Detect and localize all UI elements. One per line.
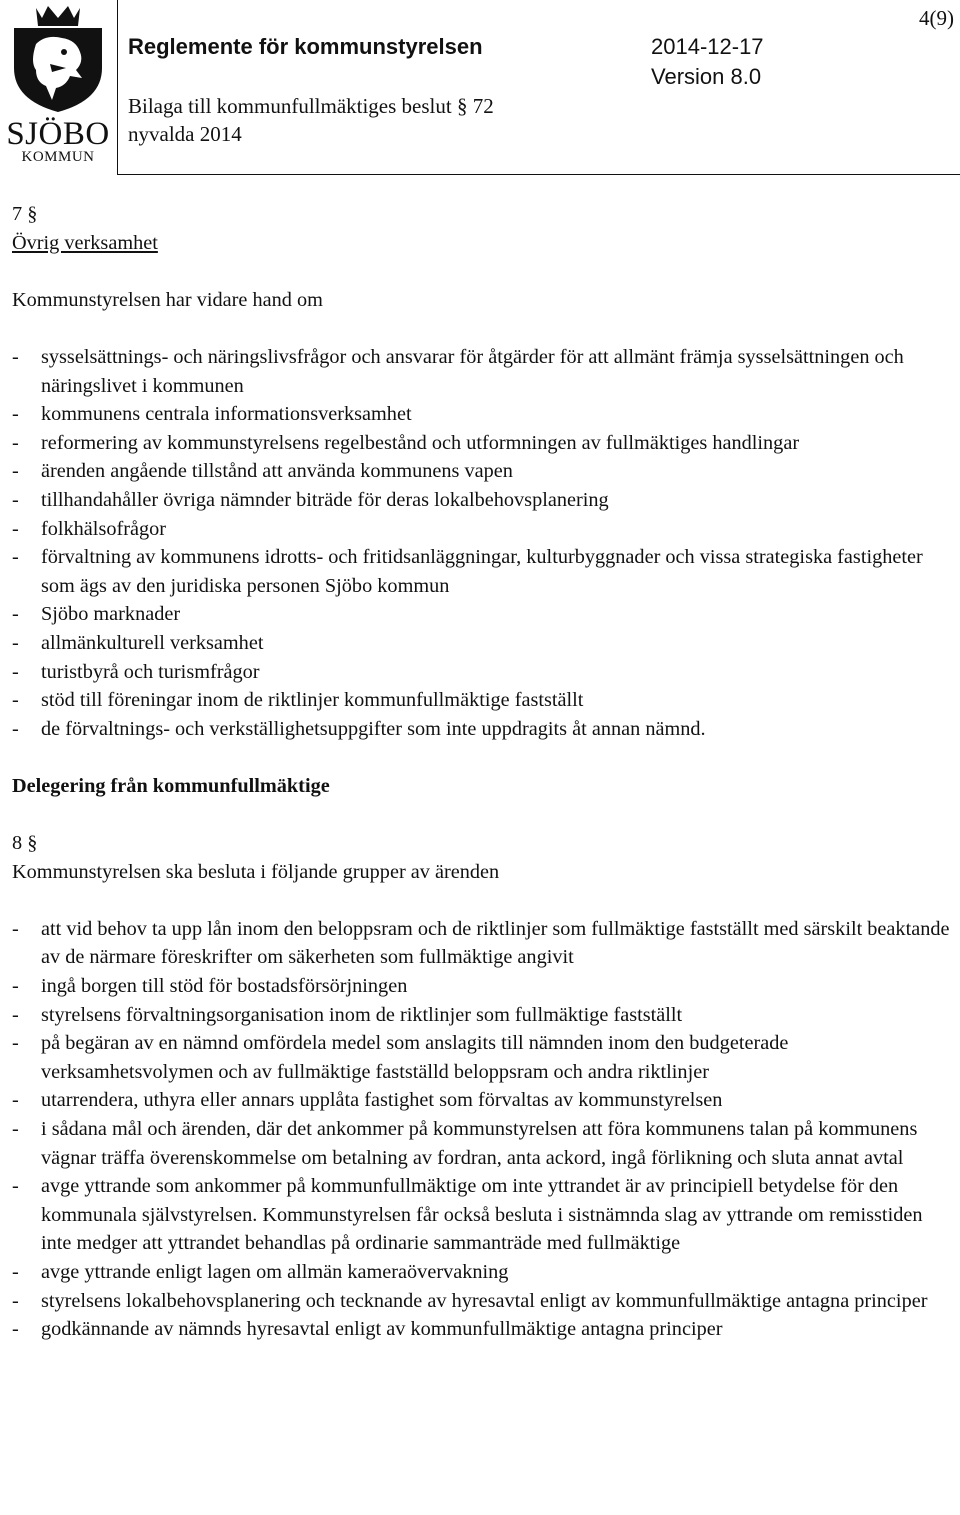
- document-version: Version 8.0: [651, 64, 762, 89]
- section-7-number: 7 §: [12, 203, 38, 225]
- list-item: - godkännande av nämnds hyresavtal enligt av kommunfullmäktige antagna principer: [12, 1315, 952, 1344]
- header-divider-vertical: [117, 0, 118, 175]
- list-item: - folkhälsofrågor: [12, 515, 952, 544]
- list-item: - reformering av kommunstyrelsens regelbestånd och utformningen av fullmäktiges handlingar: [12, 429, 952, 458]
- coat-of-arms-icon: [6, 4, 110, 116]
- list-item: - tillhandahåller övriga nämnder biträde för deras lokalbehovsplanering: [12, 486, 952, 515]
- list-item: - Sjöbo marknader: [12, 600, 952, 629]
- list-item: - i sådana mål och ärenden, där det ankommer på kommunstyrelsen att föra kommunens talan på kommunens vägnar träffa överenskommelse om betalning av fordran, anta ackord, ingå förlikning och sluta annat avtal: [12, 1115, 952, 1172]
- list-item: - avge yttrande som ankommer på kommunfullmäktige om inte yttrandet är av principiell betydelse för den kommunala självstyrelsen. Kommunstyrelsen får också besluta i sistnämnda slag av yttrande om remisstiden inte medger att yttrandet behandlas på ordinarie sammanträde med fullmäktige: [12, 1172, 952, 1258]
- list-item: - styrelsens förvaltningsorganisation inom de riktlinjer som fullmäktige fastställt: [12, 1001, 952, 1030]
- list-item: - stöd till föreningar inom de riktlinjer kommunfullmäktige fastställt: [12, 686, 952, 715]
- section-7-list: [12, 343, 952, 743]
- section-7-heading: Övrig verksamhet: [12, 231, 158, 254]
- list-item: - att vid behov ta upp lån inom den beloppsram och de riktlinjer som fullmäktige fastställt med särskilt beaktande av de närmare föreskrifter om säkerheten som fullmäktige angivit: [12, 915, 952, 972]
- list-item: - de förvaltnings- och verkställighetsuppgifter som inte uppdragits åt annan nämnd.: [12, 715, 952, 744]
- list-item: - allmänkulturell verksamhet: [12, 629, 952, 658]
- list-item: - utarrendera, uthyra eller annars upplåta fastighet som förvaltas av kommunstyrelsen: [12, 1086, 952, 1115]
- section-8-number: 8 §: [12, 832, 38, 855]
- delegation-heading: Delegering från kommunfullmäktige: [12, 774, 330, 797]
- list-item: - avge yttrande enligt lagen om allmän kameraövervakning: [12, 1258, 952, 1287]
- list-item: - sysselsättnings- och näringslivsfrågor och ansvarar för åtgärder för att allmänt främja sysselsättningen och näringslivet i kommunen: [12, 343, 952, 400]
- list-item: - kommunens centrala informationsverksamhet: [12, 400, 952, 429]
- section-7-intro: Kommunstyrelsen har vidare hand om: [12, 288, 323, 311]
- sjobo-kommun-logo: [6, 4, 110, 168]
- list-item: - turistbyrå och turismfrågor: [12, 658, 952, 687]
- list-item: - styrelsens lokalbehovsplanering och tecknande av hyresavtal enligt av kommunfullmäktige antagna principer: [12, 1287, 952, 1316]
- elected-note: nyvalda 2014: [128, 122, 242, 146]
- attachment-note: Bilaga till kommunfullmäktiges beslut § 72: [128, 94, 494, 118]
- list-item: - ärenden angående tillstånd att använda kommunens vapen: [12, 457, 952, 486]
- page-header: [0, 0, 960, 176]
- page-number: 4(9): [919, 6, 954, 30]
- logo-name: SJÖBO: [6, 116, 110, 152]
- section-8-intro: Kommunstyrelsen ska besluta i följande grupper av ärenden: [12, 860, 500, 883]
- document-date: 2014-12-17: [651, 34, 764, 59]
- list-item: - ingå borgen till stöd för bostadsförsörjningen: [12, 972, 952, 1001]
- section-8-list: [12, 915, 952, 1344]
- document-title: Reglemente för kommunstyrelsen: [128, 34, 483, 59]
- list-item: - förvaltning av kommunens idrotts- och fritidsanläggningar, kulturbyggnader och vissa strategiska fastigheter som ägs av den juridiska personen Sjöbo kommun: [12, 543, 952, 600]
- document-body: [12, 200, 952, 1344]
- logo-subtitle: KOMMUN: [21, 149, 95, 165]
- header-divider-horizontal: [117, 174, 960, 175]
- list-item: - på begäran av en nämnd omfördela medel som anslagits till nämnden inom den budgeterade verksamhetsvolymen och av fullmäktige fastställd beloppsram och andra riktlinjer: [12, 1029, 952, 1086]
